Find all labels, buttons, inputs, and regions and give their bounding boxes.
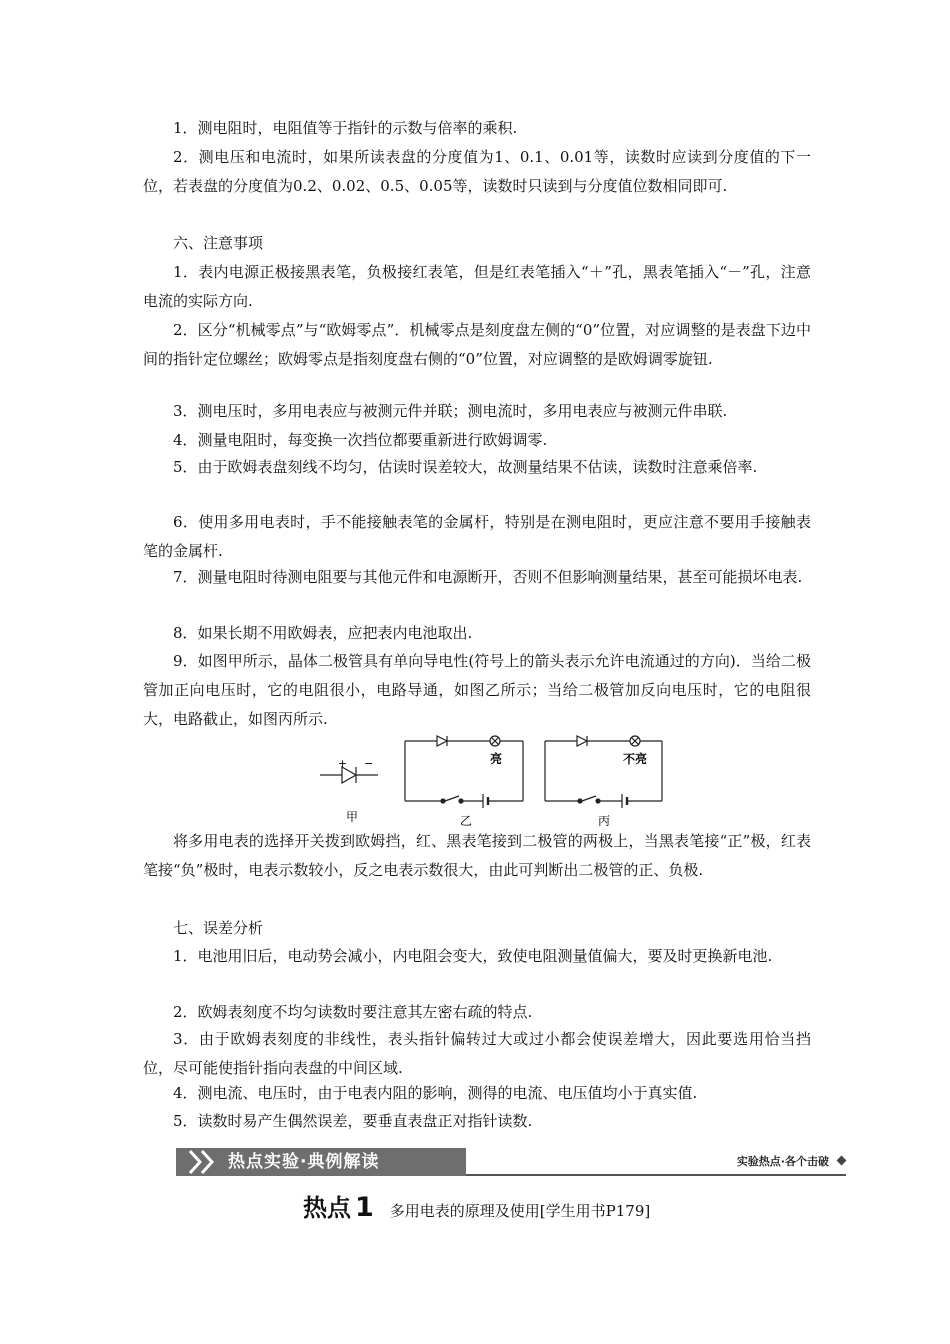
paragraph-voltage-current-reading: 2．测电压和电流时，如果所读表盘的分度值为1、0.1、0.01等，读数时应读到分度值的下一位，若表盘的分度值为0.2、0.02、0.5、0.05等，读数时只读到与分度值位数相同即可. bbox=[143, 148, 811, 195]
precaution-item-2: 2．区分“机械零点”与“欧姆零点”．机械零点是刻度盘左侧的“0”位置，对应调整的是表盘下边中间的指针定位螺丝；欧姆零点是指刻度盘右侧的“0”位置，对应调整的是欧姆调零旋钮. bbox=[143, 321, 811, 368]
paragraph-diode-test: 将多用电表的选择开关拨到欧姆挡，红、黑表笔接到二极管的两极上，当黑表笔接“正”极，红表笔接“负”极时，电表示数较小，反之电表示数很大，由此可判断出二极管的正、负极. bbox=[143, 832, 811, 879]
precaution-item-1: 1．表内电源正极接黑表笔，负极接红表笔，但是红表笔插入“＋”孔，黑表笔插入“－”孔，注意电流的实际方向. bbox=[143, 263, 811, 310]
figure-label-yi: 乙 bbox=[460, 814, 473, 828]
diode-plus-sign: + bbox=[338, 757, 348, 770]
diode-circuit-svg bbox=[310, 733, 680, 833]
error-item-5: 5．读数时易产生偶然误差，要垂直表盘正对指针读数. bbox=[173, 1112, 533, 1130]
section-heading-error-analysis: 七、误差分析 bbox=[173, 919, 264, 937]
banner-rule bbox=[466, 1174, 846, 1176]
circuit-forward bbox=[405, 736, 523, 808]
section-heading-precautions: 六、注意事项 bbox=[173, 234, 264, 252]
lamp-label-off: 不亮 bbox=[623, 752, 648, 766]
circuit-reverse bbox=[545, 736, 662, 808]
lamp-label-on: 亮 bbox=[490, 752, 503, 766]
section-banner bbox=[176, 1142, 851, 1182]
error-item-2: 2．欧姆表刻度不均匀读数时要注意其左密右疏的特点. bbox=[173, 1003, 533, 1021]
banner-subtitle: 实验热点·各个击破 bbox=[736, 1155, 829, 1168]
precaution-item-9: 9．如图甲所示，晶体二极管具有单向导电性(符号上的箭头表示允许电流通过的方向)．当给二极管加正向电压时，它的电阻很小，电路导通，如图乙所示；当给二极管加反向电压时，它的电阻很大，电路截止，如图丙所示. bbox=[143, 652, 811, 728]
error-item-4: 4．测电流、电压时，由于电表内阻的影响，测得的电流、电压值均小于真实值. bbox=[173, 1084, 698, 1102]
precaution-item-5: 5．由于欧姆表盘刻线不均匀，估读时误差较大，故测量结果不估读，读数时注意乘倍率. bbox=[173, 458, 758, 476]
precaution-item-3: 3．测电压时，多用电表应与被测元件并联；测电流时，多用电表应与被测元件串联. bbox=[173, 402, 728, 420]
hotspot-description: 多用电表的原理及使用[学生用书P179] bbox=[389, 1202, 651, 1220]
error-item-1: 1．电池用旧后，电动势会减小，内电阻会变大，致使电阻测量值偏大，要及时更换新电池. bbox=[173, 947, 773, 965]
figure-label-bing: 丙 bbox=[598, 814, 611, 828]
diode-minus-sign: − bbox=[364, 757, 374, 770]
hotspot-label: 热点 bbox=[303, 1194, 351, 1222]
precaution-item-7: 7．测量电阻时待测电阻要与其他元件和电源断开，否则不但影响测量结果，甚至可能损坏电表. bbox=[173, 568, 803, 586]
diamond-icon bbox=[837, 1156, 847, 1166]
hotspot-heading bbox=[303, 1188, 650, 1224]
error-item-3: 3．由于欧姆表刻度的非线性，表头指针偏转过大或过小都会使误差增大，因此要选用恰当挡位，尽可能使指针指向表盘的中间区域. bbox=[143, 1030, 811, 1077]
hotspot-number: 1 bbox=[355, 1192, 374, 1223]
paragraph-resistance-reading: 1．测电阻时，电阻值等于指针的示数与倍率的乘积. bbox=[173, 119, 518, 137]
precaution-item-4: 4．测量电阻时，每变换一次挡位都要重新进行欧姆调零. bbox=[173, 431, 548, 449]
banner-title: 热点实验·典例解读 bbox=[228, 1152, 380, 1172]
precaution-item-8: 8．如果长期不用欧姆表，应把表内电池取出. bbox=[173, 624, 473, 642]
chevron-arrows-icon bbox=[176, 1148, 236, 1176]
figure-label-jia: 甲 bbox=[346, 810, 359, 824]
precaution-item-6: 6．使用多用电表时，手不能接触表笔的金属杆，特别是在测电阻时，更应注意不要用手接触表笔的金属杆. bbox=[143, 513, 811, 560]
diode-circuit-figure bbox=[310, 733, 680, 833]
